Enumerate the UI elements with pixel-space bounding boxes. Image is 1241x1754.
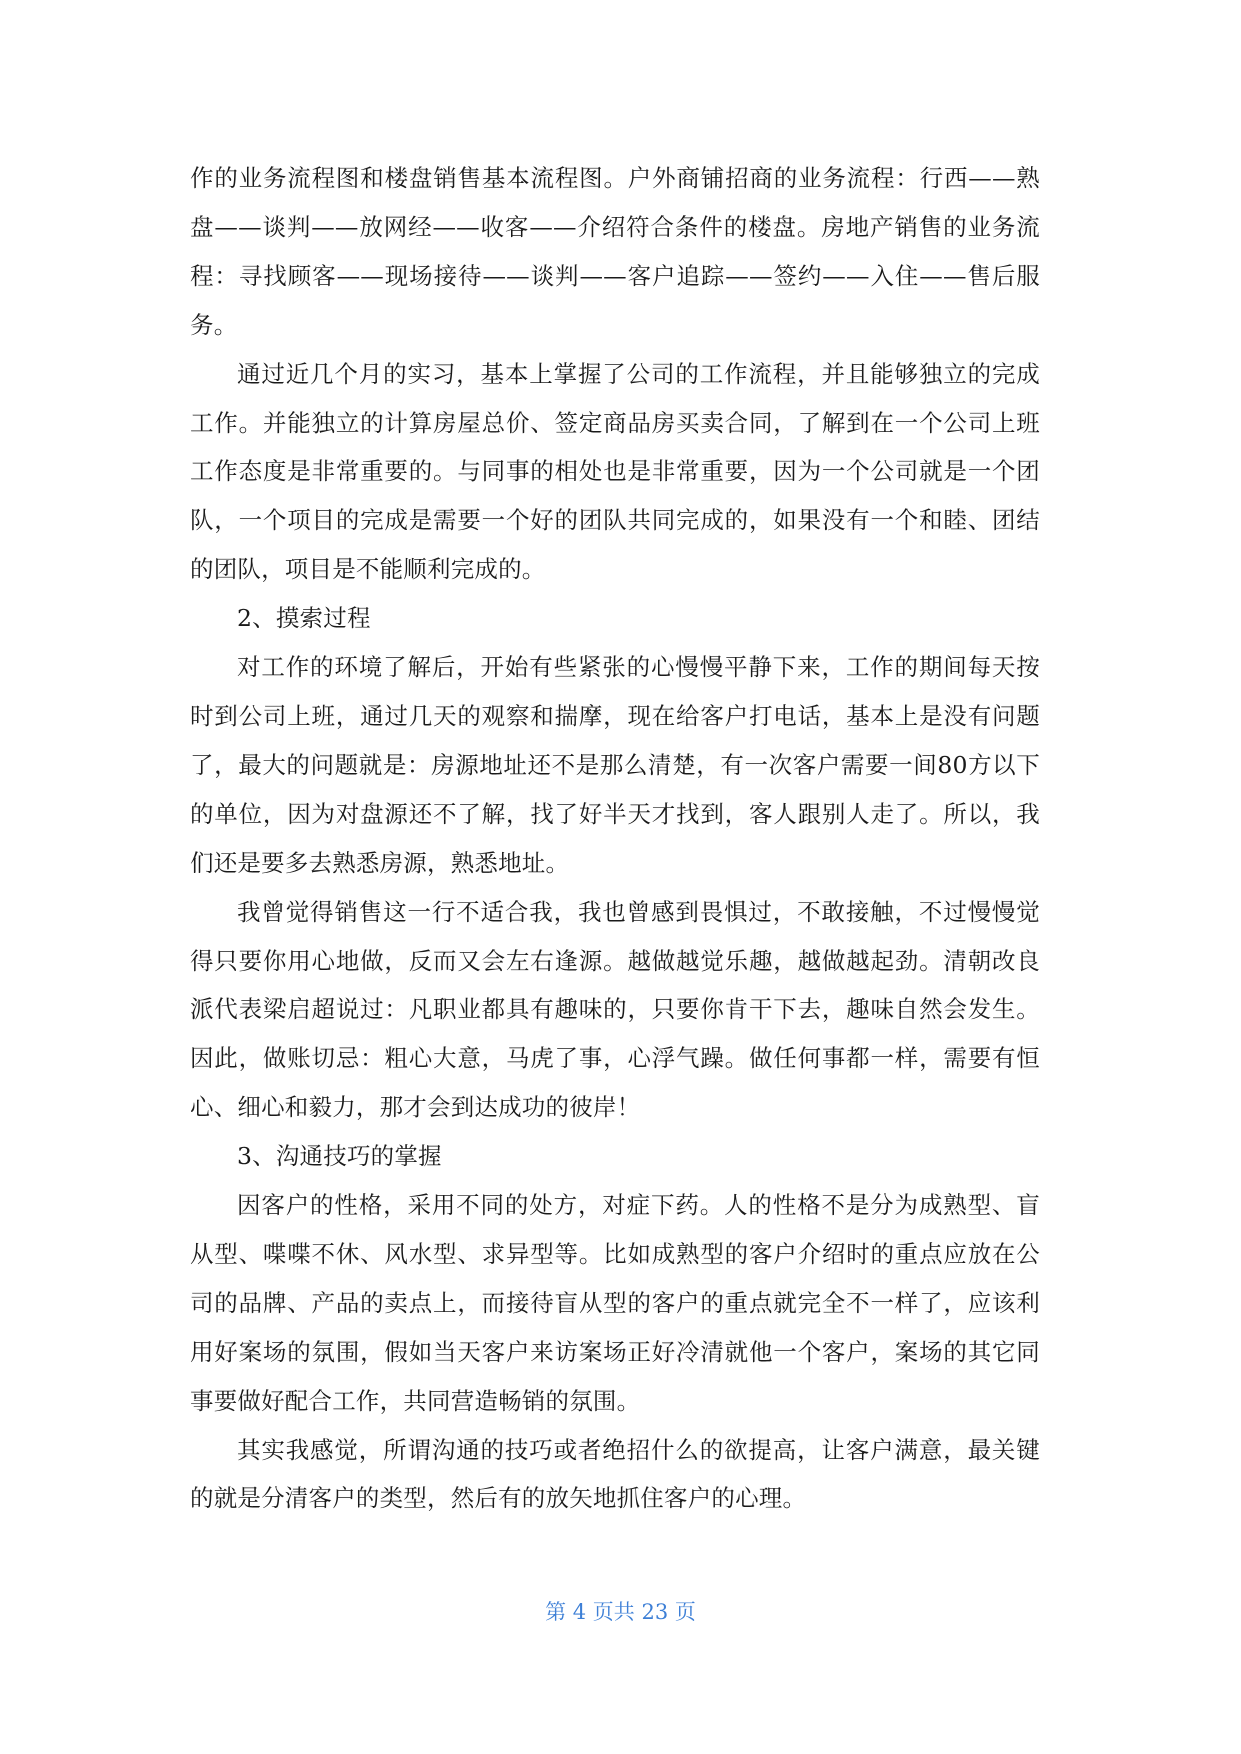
section-heading-exploration: 2、摸索过程 <box>237 604 371 633</box>
section-heading-communication: 3、沟通技巧的掌握 <box>237 1142 442 1171</box>
document-body <box>190 154 1040 1523</box>
paragraph-exploration: 对工作的环境了解后，开始有些紧张的心慢慢平静下来，工作的期间每天按时到公司上班，通过几天的观察和揣摩，现在给客户打电话，基本上是没有问题了，最大的问题就是：房源地址还不是那么清楚，有一次客户需要一间80方以下的单位，因为对盘源还不了解，找了好半天才找到，客人跟别人走了。所以，我们还是要多去熟悉房源，熟悉地址。 <box>190 653 1040 877</box>
paragraph-workflow-continued: 作的业务流程图和楼盘销售基本流程图。户外商铺招商的业务流程：行西——熟盘——谈判——放网经——收客——介绍符合条件的楼盘。房地产销售的业务流程：寻找顾客——现场接待——谈判——客户追踪——签约——入住——售后服务。 <box>190 164 1040 339</box>
paragraph-customer-types: 因客户的性格，采用不同的处方，对症下药。人的性格不是分为成熟型、盲从型、喋喋不休、风水型、求异型等。比如成熟型的客户介绍时的重点应放在公司的品牌、产品的卖点上，而接待盲从型的客户的重点就完全不一样了，应该利用好案场的氛围，假如当天客户来访案场正好冷清就他一个客户，案场的其它同事要做好配合工作，共同营造畅销的氛围。 <box>190 1191 1040 1415</box>
paragraph-internship-summary: 通过近几个月的实习，基本上掌握了公司的工作流程，并且能够独立的完成工作。并能独立的计算房屋总价、签定商品房买卖合同，了解到在一个公司上班工作态度是非常重要的。与同事的相处也是非常重要，因为一个公司就是一个团队，一个项目的完成是需要一个好的团队共同完成的，如果没有一个和睦、团结的团队，项目是不能顺利完成的。 <box>190 359 1040 584</box>
paragraph-sales-attitude: 我曾觉得销售这一行不适合我，我也曾感到畏惧过，不敢接触，不过慢慢觉得只要你用心地做，反而又会左右逢源。越做越觉乐趣，越做越起劲。清朝改良派代表梁启超说过：凡职业都具有趣味的，只要你肯干下去，趣味自然会发生。因此，做账切忌：粗心大意，马虎了事，心浮气躁。做任何事都一样，需要有恒心、细心和毅力，那才会到达成功的彼岸！ <box>190 897 1040 1122</box>
page-number-footer: 第 4 页共 23 页 <box>545 1600 696 1624</box>
paragraph-communication-conclusion: 其实我感觉，所谓沟通的技巧或者绝招什么的欲提高，让客户满意，最关键的就是分清客户的类型，然后有的放矢地抓住客户的心理。 <box>190 1435 1040 1513</box>
